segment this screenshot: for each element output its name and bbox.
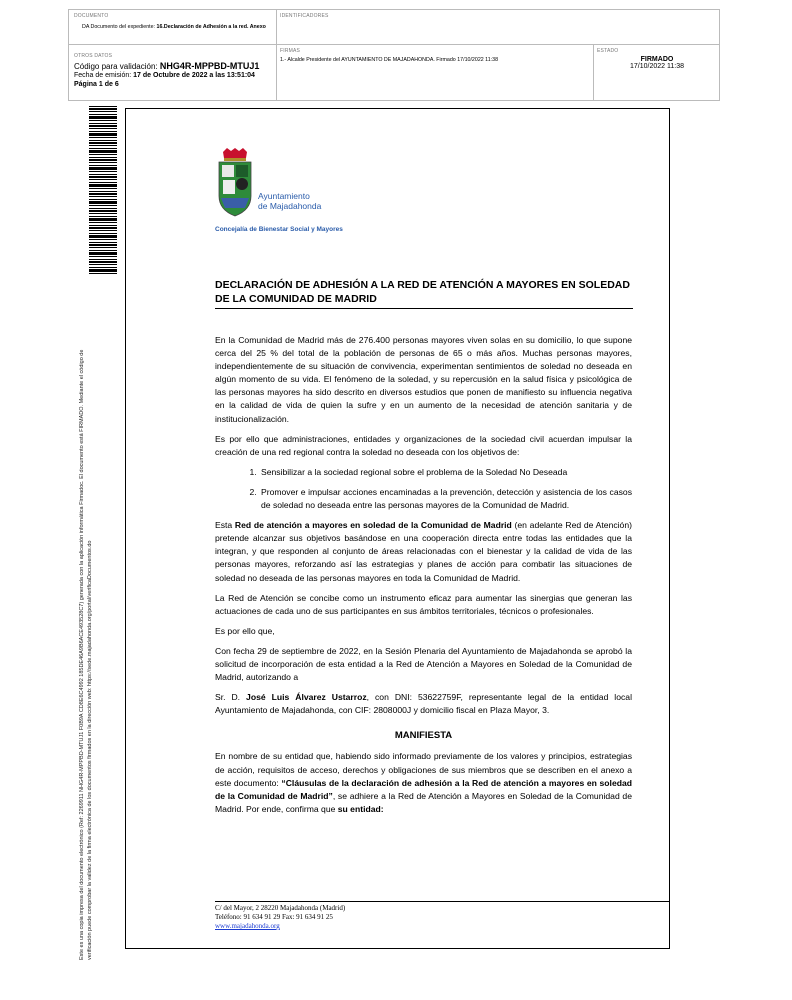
list-item: 2. Promover e impulsar acciones encaminadas a la prevención, detección y asistencia de los casos de soledad no deseada entre las personas mayores de la Comunidad de Madrid. [259,486,632,512]
fecha-emision: Fecha de emisión: 17 de Octubre de 2022 a las 13:51:04 [74,72,255,79]
estado-value: FIRMADO [640,56,674,63]
paragraph-1: En la Comunidad de Madrid más de 276.400 personas mayores viven solas en su domicilio, lo que supone cerca del 25 % del total de la población de personas de 65 o más años. Muchas personas mayores, independientemente de su situación de convivencia, experimentan sentimientos de soledad no deseada en algún momento de su vida. El fenómeno de la soledad, y su repercusión en la salud física y psicológica de las personas mayores ha sido descrito en diversos estudios que ponen de manifiesto su influencia negativa en la calidad de vida de quien la sufre y en un aumento de la necesidad de atención sanitaria y de institucionalización. [215,335,632,424]
estado-date: 17/10/2022 11:38 [630,63,684,70]
paragraph-2: Es por ello que administraciones, entidades y organizaciones de la sociedad civil acuerdan impulsar la creación de una red regional contra la soledad no deseada con los objetivos de: [215,433,632,457]
list-item: 1. Sensibilizar a la sociedad regional sobre el problema de la Soledad No Deseada [259,466,632,479]
otros-datos-label: OTROS DATOS [74,53,113,59]
paragraph-8: En nombre de su entidad que, habiendo sido informado previamente de los valores y principios, estrategias de acción, requisitos de acceso, derechos y obligaciones de sus miembros que se describen en el anexo a este documento: “Cláusulas de la declaración de adhesión a la Red de atención a mayores en soledad de la Comunidad de Madrid”, se adhiere a la Red de Atención a Mayores en Soledad de la Comunidad de Madrid. Por ende, confirma que su entidad: [215,751,633,814]
footer-web-link[interactable]: www.majadahonda.org [215,922,280,930]
otros-datos-cell [74,53,274,89]
firma-text: 1.- Alcalde Presidente del AYUNTAMIENTO DE MAJADAHONDA. Firmado 17/10/2022 11:38 [280,57,499,63]
firmas-cell [280,48,590,64]
barcode [89,106,117,274]
footer-phone: Teléfono: 91 634 91 29 Fax: 91 634 91 25 [215,913,333,921]
document-title: DECLARACIÓN DE ADHESIÓN A LA RED DE ATENCIÓN A MAYORES EN SOLEDAD DE LA COMUNIDAD DE MADRID [215,278,633,309]
estado-cell [597,48,717,70]
codigo-validacion: Código para validación: NHG4R-MPPBD-MTUJ1 [74,61,260,71]
manifiesta-heading: MANIFIESTA [394,730,453,742]
objectives-list [215,466,632,512]
identificadores-cell [280,13,329,19]
paragraph-6: Con fecha 29 de septiembre de 2022, en la Sesión Plenaria del Ayuntamiento de Majadahonda se aprobó la solicitud de incorporación de esta entidad a la Red de Atención a Mayores en Soledad de la Comunidad de Madrid, autorizando a [215,645,632,683]
document-body [215,334,632,823]
identificadores-label: IDENTIFICADORES [280,13,329,19]
paragraph-5: Es por ello que, [215,625,275,636]
documento-label: DOCUMENTO [74,13,109,19]
paragraph-4: La Red de Atención se concibe como un instrumento eficaz para aumentar las sinergias que generan las actuaciones de cada uno de sus participantes en sus ámbitos territoriales, técnicos o profesionales. [215,592,632,616]
logo-text: Ayuntamiento de Majadahonda [258,191,322,211]
footer-address: C/ del Mayor, 2 28220 Majadahonda (Madrid) [215,904,346,912]
documento-text: DA Documento del expediente: 16.Declaración de Adhesión a la red. Anexo [82,24,266,30]
footer-divider [215,901,670,902]
documento-cell [74,13,274,31]
concejalia-label: Concejalía de Bienestar Social y Mayores [215,226,343,233]
estado-label: ESTADO [597,48,619,54]
firmas-label: FIRMAS [280,48,301,54]
paragraph-3: Esta Red de atención a mayores en soledad de la Comunidad de Madrid (en adelante Red de Atención) pretende alcanzar sus objetivos basándose en una cooperación directa entre todas las entidades que la integran, y que responden al conjunto de áreas relacionadas con el bienestar y la calidad de vida de las personas mayores, reforzando así las estrategias y planes de acción para combatir las situaciones de soledad no deseada de las personas mayores en toda la Comunidad de Madrid. [215,520,632,583]
footer [215,904,345,931]
pagina: Página 1 de 6 [74,81,119,88]
document-header-table [68,9,720,101]
majadahonda-coat-of-arms-icon [217,148,253,218]
paragraph-7: Sr. D. José Luis Álvarez Ustarroz, con DNI: 53622759F, representante legal de la entidad local Ayuntamiento de Majadahonda, con CIF: 2808000J y domicilio fiscal en Plaza Mayor, 3. [215,692,632,716]
side-verification-text: Este es una copia impresa del documento electrónico (Ref: 2269911 NHG4R-MPPBD-MTUJ1 F0B9A CD8E6C4992 185DE46A9B6ACE493528C7) generada con la aplicación informática Firmadoc. El documento está FIRMADO. Mediante el código de verificación puede comprobar la validez de la firma electrónica de los documentos firmados en la dirección web: https://sede.majadahonda.org/portal/verificaDocumentos.do [79,349,93,960]
